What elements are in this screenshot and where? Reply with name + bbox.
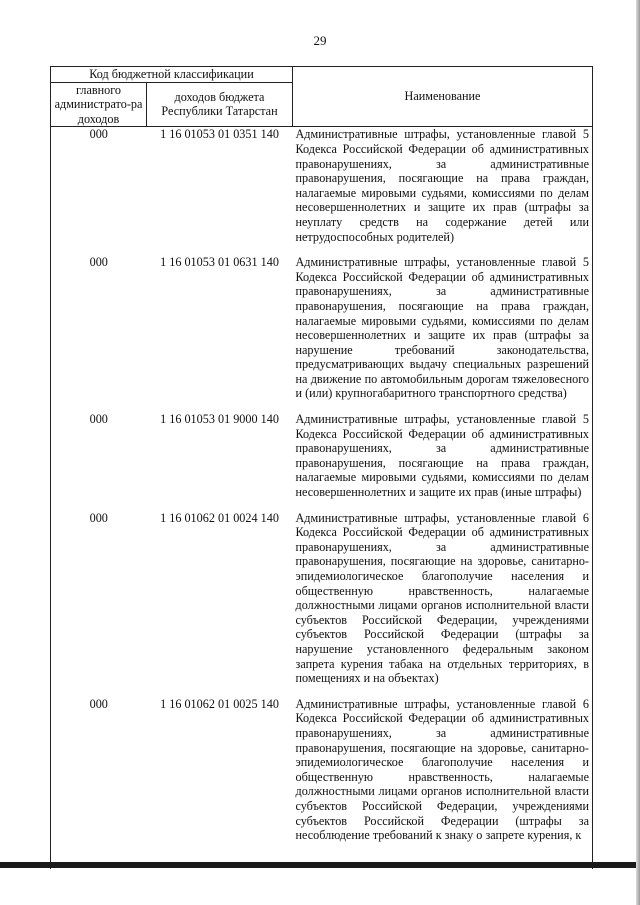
budget-classification-table <box>50 66 593 869</box>
admin-code-cell: 000 <box>51 511 147 686</box>
admin-code-cell: 000 <box>51 412 147 500</box>
budget-code-cell: 1 16 01053 01 9000 140 <box>160 412 279 427</box>
budget-code-cell: 1 16 01062 01 0025 140 <box>160 696 279 711</box>
table-row <box>51 511 593 686</box>
name-cell: Административные штрафы, установленные главой 6 Кодекса Российской Федерации об административных правонарушениях, за административные правонарушения, посягающие на здоровье, санитарно-эпидемиологическое благополучие населения и общественную нравственность, налагаемые должностными лицами органов исполнительной власти субъектов Российской Федерации, учреждениями субъектов Российской Федерации (штрафы за нарушение установленного федеральным законом запрета курения табака на отдельных территориях, в помещениях и на объектах) <box>293 511 593 686</box>
scan-bottom-edge <box>0 862 640 868</box>
name-cell: Административные штрафы, установленные главой 6 Кодекса Российской Федерации об административных правонарушениях, за административные правонарушения, посягающие на здоровье, санитарно-эпидемиологическое благополучие населения и общественную нравственность, налагаемые должностными лицами органов исполнительной власти субъектов Российской Федерации, учреждениями субъектов Российской Федерации (штрафы за несоблюдение требований к знаку о запрете курения, к <box>293 697 593 869</box>
header-group-label: Код бюджетной классификации <box>51 67 293 83</box>
name-cell: Административные штрафы, установленные главой 5 Кодекса Российской Федерации об административных правонарушениях, за административные правонарушения, посягающие на права граждан, налагаемые мировыми судьями, комиссиями по делам несовершеннолетних и защите их прав (штрафы за неуплату средств на содержание детей или нетрудоспособных родителей) <box>293 127 593 244</box>
admin-code-cell: 000 <box>51 255 147 401</box>
name-cell: Административные штрафы, установленные главой 5 Кодекса Российской Федерации об административных правонарушениях, за административные правонарушения, посягающие на права граждан, налагаемые мировыми судьями, комиссиями по делам несовершеннолетних и защите их прав (штрафы за нарушение требований законодательства, предусматривающих выдачу специальных разрешений на движение по автомобильным дорогам тяжеловесного и (или) крупногабаритного транспортного средства) <box>293 255 593 401</box>
scan-right-edge <box>636 0 640 905</box>
admin-code-cell: 000 <box>51 697 147 869</box>
table-row <box>51 697 593 869</box>
header-admin-code: главного администрато-ра доходов <box>51 82 147 127</box>
budget-code-cell: 1 16 01053 01 0351 140 <box>160 127 279 142</box>
table-row <box>51 255 593 401</box>
table-row <box>51 412 593 500</box>
admin-code-cell: 000 <box>51 127 147 244</box>
header-budget-code: доходов бюджета Республики Татарстан <box>147 82 293 127</box>
name-cell: Административные штрафы, установленные главой 5 Кодекса Российской Федерации об административных правонарушениях, за административные правонарушения, посягающие на права граждан, налагаемые мировыми судьями, комиссиями по делам несовершеннолетних и защите их прав (иные штрафы) <box>293 412 593 500</box>
header-name: Наименование <box>293 67 593 127</box>
table-row <box>51 127 593 244</box>
budget-code-cell: 1 16 01053 01 0631 140 <box>160 255 279 270</box>
budget-code-cell: 1 16 01062 01 0024 140 <box>160 510 279 525</box>
page-number: 29 <box>313 33 327 48</box>
